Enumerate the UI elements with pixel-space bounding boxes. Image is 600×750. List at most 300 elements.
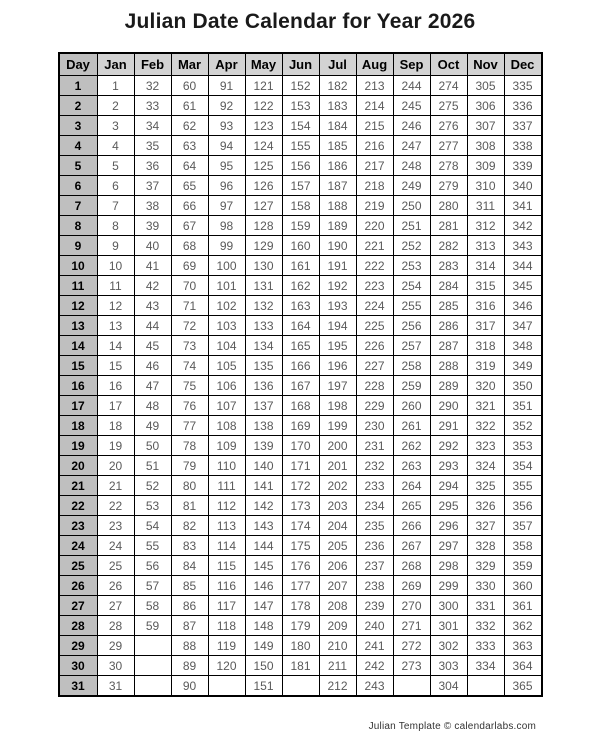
table-row [59, 456, 542, 476]
julian-date-cell: 250 [393, 196, 430, 216]
julian-date-cell: 43 [134, 296, 171, 316]
table-row [59, 136, 542, 156]
table-row [59, 656, 542, 676]
julian-date-cell: 95 [208, 156, 245, 176]
julian-date-cell: 176 [282, 556, 319, 576]
julian-date-cell: 252 [393, 236, 430, 256]
julian-date-cell: 208 [319, 596, 356, 616]
julian-date-cell: 279 [430, 176, 467, 196]
julian-date-cell: 93 [208, 116, 245, 136]
julian-date-cell: 149 [245, 636, 282, 656]
day-cell: 24 [59, 536, 98, 556]
julian-date-cell: 207 [319, 576, 356, 596]
julian-date-cell: 329 [467, 556, 504, 576]
julian-date-cell: 255 [393, 296, 430, 316]
table-row [59, 176, 542, 196]
julian-date-cell: 111 [208, 476, 245, 496]
julian-date-cell: 226 [356, 336, 393, 356]
julian-date-cell: 201 [319, 456, 356, 476]
julian-date-cell: 365 [504, 676, 542, 697]
table-row [59, 516, 542, 536]
julian-date-cell: 221 [356, 236, 393, 256]
column-header-may: May [245, 53, 282, 76]
julian-date-cell: 296 [430, 516, 467, 536]
julian-date-cell: 103 [208, 316, 245, 336]
julian-date-cell: 162 [282, 276, 319, 296]
julian-date-cell: 112 [208, 496, 245, 516]
julian-date-cell: 91 [208, 76, 245, 96]
julian-date-cell: 106 [208, 376, 245, 396]
julian-date-cell: 245 [393, 96, 430, 116]
julian-date-cell: 75 [171, 376, 208, 396]
day-cell: 3 [59, 116, 98, 136]
julian-date-cell: 271 [393, 616, 430, 636]
julian-date-cell: 172 [282, 476, 319, 496]
julian-date-cell: 137 [245, 396, 282, 416]
column-header-mar: Mar [171, 53, 208, 76]
julian-date-cell: 11 [97, 276, 134, 296]
julian-date-cell: 324 [467, 456, 504, 476]
julian-date-cell: 300 [430, 596, 467, 616]
julian-date-cell: 158 [282, 196, 319, 216]
julian-date-cell: 262 [393, 436, 430, 456]
julian-date-cell: 190 [319, 236, 356, 256]
table-row [59, 276, 542, 296]
day-cell: 31 [59, 676, 98, 697]
julian-date-cell: 64 [171, 156, 208, 176]
julian-date-cell: 81 [171, 496, 208, 516]
julian-date-cell: 356 [504, 496, 542, 516]
day-cell: 8 [59, 216, 98, 236]
julian-date-cell: 88 [171, 636, 208, 656]
julian-date-cell: 54 [134, 516, 171, 536]
julian-date-cell: 37 [134, 176, 171, 196]
julian-date-cell: 124 [245, 136, 282, 156]
julian-date-cell: 143 [245, 516, 282, 536]
julian-date-cell: 24 [97, 536, 134, 556]
julian-date-cell: 94 [208, 136, 245, 156]
header-row [59, 53, 542, 76]
column-header-day: Day [59, 53, 98, 76]
julian-date-cell: 362 [504, 616, 542, 636]
julian-date-cell [208, 676, 245, 697]
column-header-jun: Jun [282, 53, 319, 76]
julian-date-cell: 179 [282, 616, 319, 636]
julian-date-cell: 298 [430, 556, 467, 576]
julian-date-cell: 150 [245, 656, 282, 676]
julian-date-cell: 328 [467, 536, 504, 556]
julian-date-cell: 79 [171, 456, 208, 476]
julian-date-cell: 349 [504, 356, 542, 376]
julian-date-cell: 121 [245, 76, 282, 96]
julian-date-cell: 355 [504, 476, 542, 496]
julian-date-cell: 286 [430, 316, 467, 336]
julian-date-cell: 314 [467, 256, 504, 276]
julian-date-cell [134, 656, 171, 676]
julian-date-cell: 197 [319, 376, 356, 396]
julian-date-cell: 154 [282, 116, 319, 136]
julian-date-cell: 156 [282, 156, 319, 176]
julian-date-cell: 216 [356, 136, 393, 156]
julian-date-cell: 292 [430, 436, 467, 456]
julian-date-cell: 145 [245, 556, 282, 576]
julian-date-cell: 301 [430, 616, 467, 636]
julian-date-cell: 174 [282, 516, 319, 536]
julian-date-cell: 59 [134, 616, 171, 636]
julian-date-cell: 117 [208, 596, 245, 616]
julian-date-cell: 2 [97, 96, 134, 116]
julian-date-cell: 257 [393, 336, 430, 356]
julian-date-cell: 171 [282, 456, 319, 476]
day-cell: 22 [59, 496, 98, 516]
julian-date-cell: 157 [282, 176, 319, 196]
julian-date-cell: 16 [97, 376, 134, 396]
julian-date-cell: 30 [97, 656, 134, 676]
julian-date-cell: 192 [319, 276, 356, 296]
julian-date-cell: 240 [356, 616, 393, 636]
julian-date-cell: 338 [504, 136, 542, 156]
julian-date-cell: 198 [319, 396, 356, 416]
julian-date-cell: 268 [393, 556, 430, 576]
julian-date-cell: 266 [393, 516, 430, 536]
day-cell: 28 [59, 616, 98, 636]
julian-date-cell: 210 [319, 636, 356, 656]
julian-date-cell [282, 676, 319, 697]
julian-date-cell: 70 [171, 276, 208, 296]
julian-date-cell: 120 [208, 656, 245, 676]
julian-date-cell: 217 [356, 156, 393, 176]
julian-date-cell: 129 [245, 236, 282, 256]
julian-date-cell: 188 [319, 196, 356, 216]
julian-date-cell: 140 [245, 456, 282, 476]
julian-date-cell: 136 [245, 376, 282, 396]
column-header-apr: Apr [208, 53, 245, 76]
julian-date-cell: 209 [319, 616, 356, 636]
julian-date-cell: 66 [171, 196, 208, 216]
julian-date-cell: 236 [356, 536, 393, 556]
julian-date-cell: 187 [319, 176, 356, 196]
table-row [59, 76, 542, 96]
julian-date-cell: 317 [467, 316, 504, 336]
julian-date-cell: 167 [282, 376, 319, 396]
julian-date-cell: 199 [319, 416, 356, 436]
julian-date-cell: 256 [393, 316, 430, 336]
julian-date-cell: 206 [319, 556, 356, 576]
table-row [59, 496, 542, 516]
table-row [59, 116, 542, 136]
julian-date-cell: 49 [134, 416, 171, 436]
julian-date-cell: 323 [467, 436, 504, 456]
table-row [59, 616, 542, 636]
table-row [59, 596, 542, 616]
table-row [59, 476, 542, 496]
julian-date-cell: 62 [171, 116, 208, 136]
julian-date-cell: 168 [282, 396, 319, 416]
julian-date-cell: 46 [134, 356, 171, 376]
julian-date-cell: 194 [319, 316, 356, 336]
julian-date-cell: 128 [245, 216, 282, 236]
julian-date-cell: 293 [430, 456, 467, 476]
julian-date-cell: 86 [171, 596, 208, 616]
julian-date-cell: 321 [467, 396, 504, 416]
julian-date-cell: 133 [245, 316, 282, 336]
julian-date-cell: 289 [430, 376, 467, 396]
julian-date-cell: 160 [282, 236, 319, 256]
table-row [59, 336, 542, 356]
julian-date-cell: 219 [356, 196, 393, 216]
julian-date-cell: 212 [319, 676, 356, 697]
julian-date-cell: 265 [393, 496, 430, 516]
julian-date-cell: 151 [245, 676, 282, 697]
day-cell: 23 [59, 516, 98, 536]
julian-date-cell: 186 [319, 156, 356, 176]
julian-date-cell: 27 [97, 596, 134, 616]
julian-date-cell: 334 [467, 656, 504, 676]
julian-date-cell: 107 [208, 396, 245, 416]
calendar-body [59, 76, 542, 697]
table-row [59, 556, 542, 576]
day-cell: 30 [59, 656, 98, 676]
julian-date-cell: 153 [282, 96, 319, 116]
julian-date-cell: 76 [171, 396, 208, 416]
julian-date-cell: 278 [430, 156, 467, 176]
julian-date-cell: 51 [134, 456, 171, 476]
julian-date-cell: 195 [319, 336, 356, 356]
julian-date-cell: 61 [171, 96, 208, 116]
julian-date-cell: 297 [430, 536, 467, 556]
column-header-dec: Dec [504, 53, 542, 76]
julian-date-cell: 303 [430, 656, 467, 676]
julian-date-cell: 105 [208, 356, 245, 376]
julian-date-cell: 89 [171, 656, 208, 676]
julian-date-cell: 333 [467, 636, 504, 656]
julian-date-cell: 248 [393, 156, 430, 176]
julian-date-cell: 97 [208, 196, 245, 216]
table-row [59, 636, 542, 656]
julian-date-cell: 63 [171, 136, 208, 156]
julian-date-cell: 348 [504, 336, 542, 356]
julian-date-cell: 155 [282, 136, 319, 156]
day-cell: 26 [59, 576, 98, 596]
julian-date-cell: 295 [430, 496, 467, 516]
julian-date-cell: 193 [319, 296, 356, 316]
julian-date-cell: 350 [504, 376, 542, 396]
julian-date-cell: 263 [393, 456, 430, 476]
julian-date-cell: 114 [208, 536, 245, 556]
julian-date-cell: 354 [504, 456, 542, 476]
julian-date-cell: 249 [393, 176, 430, 196]
julian-date-cell: 259 [393, 376, 430, 396]
julian-date-cell: 280 [430, 196, 467, 216]
julian-date-cell: 170 [282, 436, 319, 456]
julian-date-cell: 364 [504, 656, 542, 676]
day-cell: 29 [59, 636, 98, 656]
table-row [59, 396, 542, 416]
julian-date-cell: 272 [393, 636, 430, 656]
julian-date-cell: 270 [393, 596, 430, 616]
julian-date-cell: 58 [134, 596, 171, 616]
day-cell: 12 [59, 296, 98, 316]
julian-date-cell: 141 [245, 476, 282, 496]
julian-date-cell: 36 [134, 156, 171, 176]
julian-date-cell: 184 [319, 116, 356, 136]
julian-date-cell: 288 [430, 356, 467, 376]
julian-date-cell: 146 [245, 576, 282, 596]
julian-date-cell [134, 636, 171, 656]
julian-date-cell: 330 [467, 576, 504, 596]
julian-date-cell [134, 676, 171, 697]
julian-date-cell: 220 [356, 216, 393, 236]
day-cell: 5 [59, 156, 98, 176]
julian-date-cell: 307 [467, 116, 504, 136]
julian-date-cell: 359 [504, 556, 542, 576]
julian-date-cell: 33 [134, 96, 171, 116]
julian-date-cell: 322 [467, 416, 504, 436]
julian-date-cell: 312 [467, 216, 504, 236]
julian-date-cell: 1 [97, 76, 134, 96]
julian-date-cell: 25 [97, 556, 134, 576]
julian-date-cell: 8 [97, 216, 134, 236]
julian-date-cell: 347 [504, 316, 542, 336]
julian-date-cell: 12 [97, 296, 134, 316]
julian-date-cell: 3 [97, 116, 134, 136]
day-cell: 19 [59, 436, 98, 456]
julian-date-cell: 229 [356, 396, 393, 416]
calendar-header [59, 53, 542, 76]
julian-date-cell: 102 [208, 296, 245, 316]
julian-date-cell: 32 [134, 76, 171, 96]
julian-date-cell: 232 [356, 456, 393, 476]
julian-date-cell: 273 [393, 656, 430, 676]
julian-date-cell: 320 [467, 376, 504, 396]
julian-date-cell: 77 [171, 416, 208, 436]
julian-date-cell: 163 [282, 296, 319, 316]
julian-date-cell: 108 [208, 416, 245, 436]
julian-date-cell: 269 [393, 576, 430, 596]
day-cell: 25 [59, 556, 98, 576]
julian-date-cell: 304 [430, 676, 467, 697]
julian-date-cell: 40 [134, 236, 171, 256]
julian-date-cell: 127 [245, 196, 282, 216]
julian-date-cell: 345 [504, 276, 542, 296]
julian-date-cell: 302 [430, 636, 467, 656]
julian-date-cell: 342 [504, 216, 542, 236]
julian-date-cell: 234 [356, 496, 393, 516]
julian-date-cell: 31 [97, 676, 134, 697]
julian-date-cell: 311 [467, 196, 504, 216]
julian-date-cell: 73 [171, 336, 208, 356]
table-row [59, 196, 542, 216]
julian-date-cell: 47 [134, 376, 171, 396]
julian-date-cell: 42 [134, 276, 171, 296]
julian-date-cell: 118 [208, 616, 245, 636]
julian-date-cell: 41 [134, 256, 171, 276]
julian-date-cell: 80 [171, 476, 208, 496]
julian-date-cell: 243 [356, 676, 393, 697]
julian-date-cell: 115 [208, 556, 245, 576]
julian-date-cell: 306 [467, 96, 504, 116]
julian-date-cell: 35 [134, 136, 171, 156]
julian-date-cell: 242 [356, 656, 393, 676]
julian-date-cell: 83 [171, 536, 208, 556]
julian-date-cell: 135 [245, 356, 282, 376]
julian-date-cell: 211 [319, 656, 356, 676]
julian-date-cell: 90 [171, 676, 208, 697]
table-row [59, 536, 542, 556]
table-row [59, 236, 542, 256]
day-cell: 2 [59, 96, 98, 116]
julian-date-cell: 276 [430, 116, 467, 136]
julian-date-cell: 313 [467, 236, 504, 256]
julian-date-cell: 204 [319, 516, 356, 536]
julian-date-cell: 55 [134, 536, 171, 556]
julian-date-cell: 357 [504, 516, 542, 536]
julian-date-cell: 169 [282, 416, 319, 436]
julian-date-cell: 353 [504, 436, 542, 456]
julian-date-cell: 67 [171, 216, 208, 236]
julian-date-cell: 98 [208, 216, 245, 236]
julian-date-cell: 290 [430, 396, 467, 416]
julian-date-cell: 225 [356, 316, 393, 336]
julian-date-cell: 181 [282, 656, 319, 676]
julian-date-cell: 196 [319, 356, 356, 376]
julian-date-cell: 267 [393, 536, 430, 556]
julian-date-cell: 165 [282, 336, 319, 356]
julian-date-cell: 205 [319, 536, 356, 556]
page-title: Julian Date Calendar for Year 2026 [124, 10, 476, 33]
day-cell: 4 [59, 136, 98, 156]
day-cell: 14 [59, 336, 98, 356]
julian-date-cell: 228 [356, 376, 393, 396]
julian-date-cell: 17 [97, 396, 134, 416]
julian-date-cell: 318 [467, 336, 504, 356]
julian-date-cell: 104 [208, 336, 245, 356]
julian-date-cell: 247 [393, 136, 430, 156]
day-cell: 6 [59, 176, 98, 196]
julian-date-cell: 178 [282, 596, 319, 616]
julian-date-cell: 15 [97, 356, 134, 376]
julian-date-cell: 13 [97, 316, 134, 336]
julian-date-cell: 29 [97, 636, 134, 656]
julian-date-cell: 50 [134, 436, 171, 456]
day-cell: 1 [59, 76, 98, 96]
julian-date-cell: 148 [245, 616, 282, 636]
column-header-jan: Jan [97, 53, 134, 76]
julian-date-cell: 227 [356, 356, 393, 376]
julian-date-cell: 21 [97, 476, 134, 496]
julian-date-cell: 203 [319, 496, 356, 516]
julian-date-cell: 18 [97, 416, 134, 436]
julian-date-cell: 261 [393, 416, 430, 436]
julian-date-cell: 71 [171, 296, 208, 316]
julian-date-cell: 19 [97, 436, 134, 456]
julian-date-cell: 284 [430, 276, 467, 296]
table-row [59, 316, 542, 336]
julian-date-cell: 341 [504, 196, 542, 216]
julian-date-cell: 275 [430, 96, 467, 116]
column-header-nov: Nov [467, 53, 504, 76]
julian-date-cell: 110 [208, 456, 245, 476]
julian-date-cell: 68 [171, 236, 208, 256]
julian-date-cell: 233 [356, 476, 393, 496]
julian-date-cell: 144 [245, 536, 282, 556]
table-row [59, 416, 542, 436]
julian-date-cell: 39 [134, 216, 171, 236]
julian-date-cell [467, 676, 504, 697]
julian-date-cell: 235 [356, 516, 393, 536]
julian-date-cell: 185 [319, 136, 356, 156]
column-header-sep: Sep [393, 53, 430, 76]
